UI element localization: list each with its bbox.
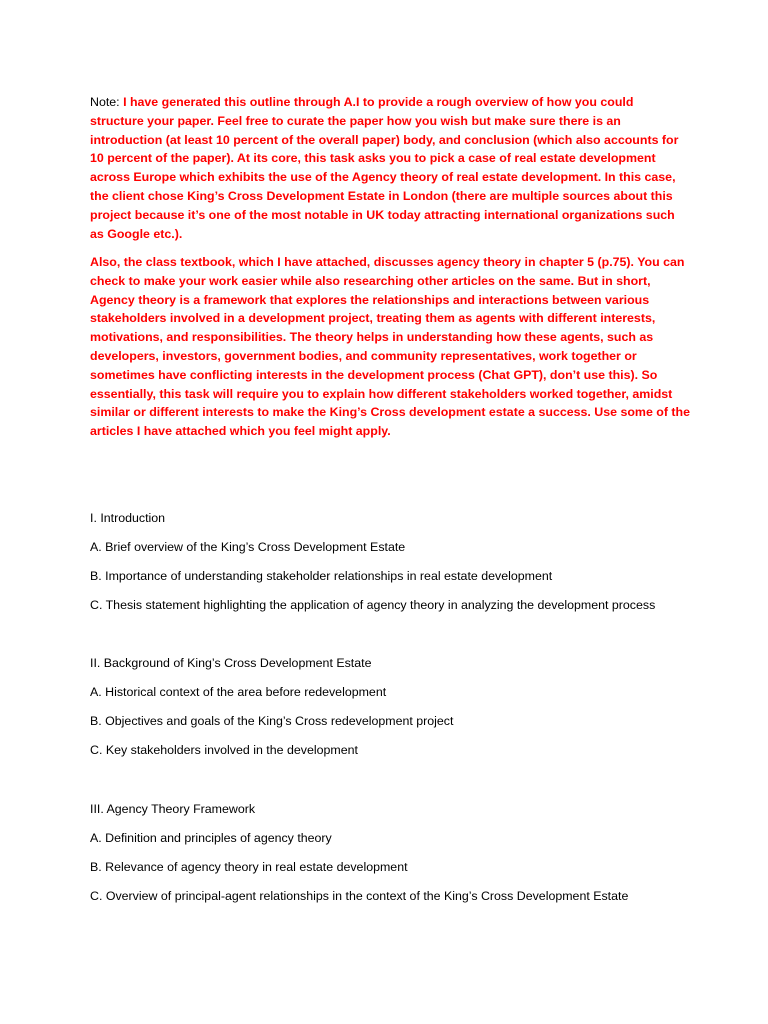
outline-item: B. Objectives and goals of the King’s Cross redevelopment project xyxy=(90,714,454,728)
outline-item: C. Overview of principal-agent relationships in the context of the King’s Cross Development Estate xyxy=(90,889,629,903)
note-text: I have generated this outline through A.I to provide a rough overview of how you could structure your paper. Feel free to curate the paper how you wish but make sure there is an introduction (at least 10 percent of the overall paper) body, and conclusion (which also accounts for 10 percent of the paper). At its core, this task asks you to pick a case of real estate development across Europe which exhibits the use of the Agency theory of real estate development. In this case, the client chose King’s Cross Development Estate in London (there are multiple sources about this project because it’s one of the most notable in UK today attracting international organizations such as Google etc.). xyxy=(90,95,679,241)
note-label: Note: xyxy=(90,95,124,109)
outline-item: A. Brief overview of the King’s Cross Development Estate xyxy=(90,540,406,554)
agency-theory-paragraph: Also, the class textbook, which I have attached, discusses agency theory in chapter 5 (p.75). You can check to make your work easier while also researching other articles on the same. But in short, Agency theory is a framework that explores the relationships and interactions between various stakeholders involved in a development project, treating them as agents with different interests, motivations, and responsibilities. The theory helps in understanding how these agents, such as developers, investors, government bodies, and community representatives, work together or sometimes have conflicting interests in the development process (Chat GPT), don’t use this). So essentially, this task will require you to explain how different stakeholders worked together, amidst similar or different interests to make the King’s Cross development estate a success. Use some of the articles I have attached which you feel might apply. xyxy=(90,255,690,439)
note-paragraph xyxy=(90,93,690,243)
outline-item: C. Thesis statement highlighting the application of agency theory in analyzing the development process xyxy=(90,598,656,612)
section-heading-introduction: I. Introduction xyxy=(90,511,166,525)
section-heading-background: II. Background of King’s Cross Development Estate xyxy=(90,656,372,670)
section-heading-agency-theory: III. Agency Theory Framework xyxy=(90,802,256,816)
outline-item: C. Key stakeholders involved in the development xyxy=(90,743,358,757)
outline-item: A. Definition and principles of agency theory xyxy=(90,831,332,845)
outline-item: B. Importance of understanding stakeholder relationships in real estate development xyxy=(90,569,553,583)
outline-item: B. Relevance of agency theory in real estate development xyxy=(90,860,408,874)
outline-item: A. Historical context of the area before redevelopment xyxy=(90,685,387,699)
